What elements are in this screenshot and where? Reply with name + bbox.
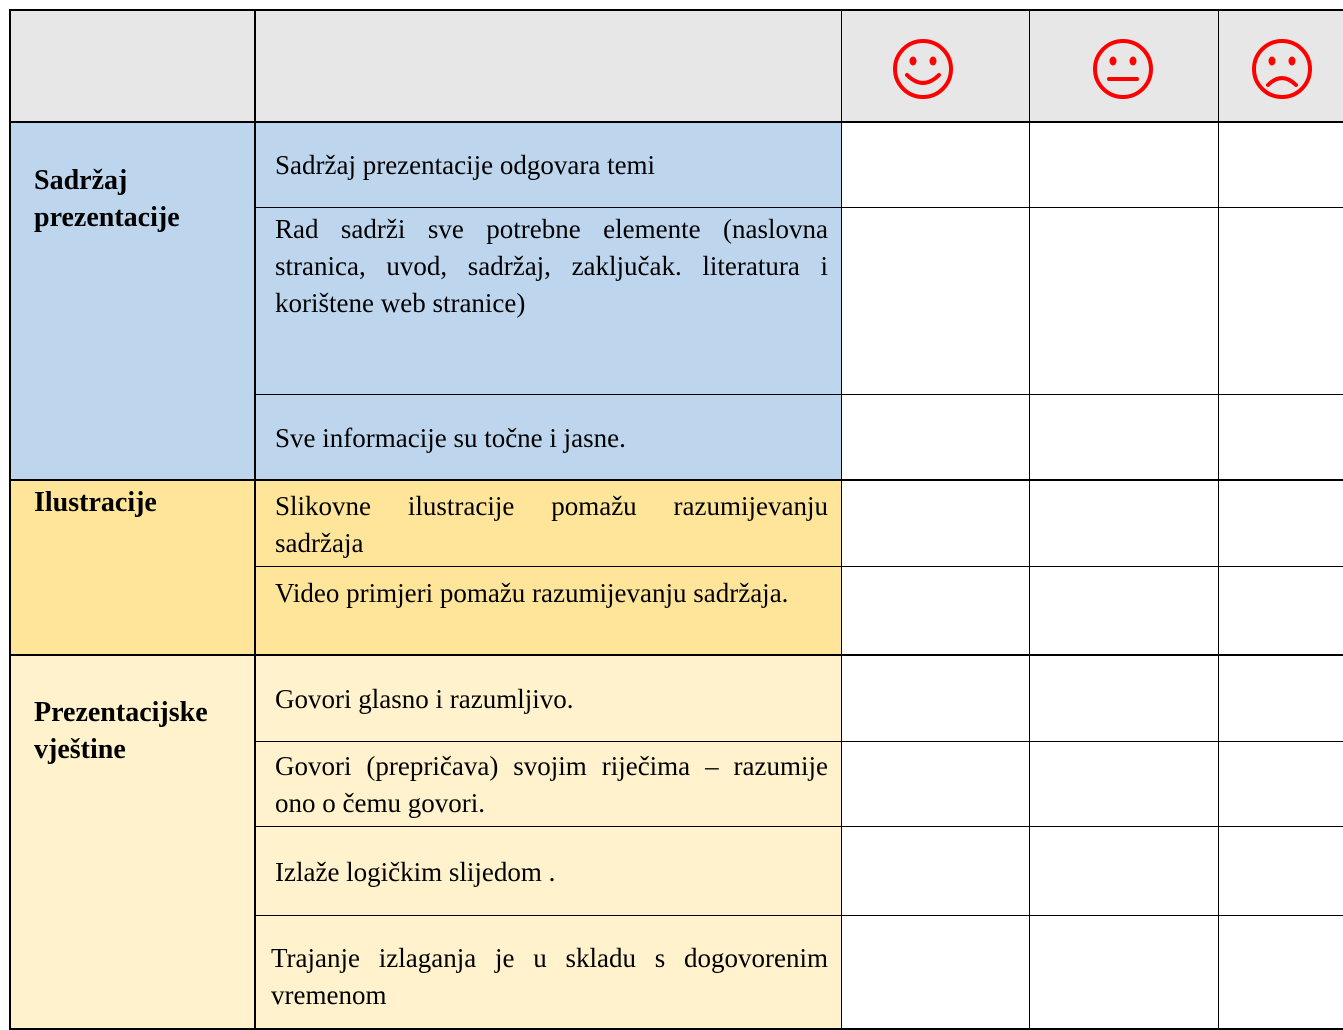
criterion-cell bbox=[255, 655, 842, 741]
criterion-cell bbox=[255, 480, 842, 566]
criterion-text: Slikovne ilustracije pomažu razumijevanju sadržaja bbox=[275, 491, 828, 558]
category-label: Prezentacijske vještine bbox=[34, 697, 208, 765]
criterion-cell bbox=[255, 915, 842, 1030]
criterion-text: Sve informacije su točne i jasne. bbox=[275, 423, 626, 453]
grid-line bbox=[255, 915, 1343, 916]
criterion-cell bbox=[255, 566, 842, 655]
grid-line bbox=[1029, 10, 1030, 1030]
criterion-cell bbox=[255, 827, 842, 915]
criterion-text: Sadržaj prezentacije odgovara temi bbox=[275, 150, 656, 180]
criterion-text: Govori (prepričava) svojim riječima – razumije ono o čemu govori. bbox=[275, 751, 828, 818]
grid-line bbox=[1218, 10, 1219, 1030]
criterion-text: Video primjeri pomažu razumijevanju sadržaja. bbox=[275, 578, 789, 608]
category-label: Ilustracije bbox=[34, 487, 157, 518]
grid-line bbox=[255, 826, 1343, 827]
grid-line bbox=[254, 10, 256, 1030]
rating-cell-happy[interactable] bbox=[842, 122, 1030, 1030]
rating-cell-sad[interactable] bbox=[1219, 122, 1343, 1030]
category-label: Sadržaj prezentacije bbox=[34, 165, 180, 233]
grid-line bbox=[255, 394, 1343, 395]
smiley-happy-icon bbox=[891, 37, 955, 101]
criterion-text: Izlaže logičkim slijedom . bbox=[275, 857, 556, 887]
smiley-neutral-icon bbox=[1091, 37, 1155, 101]
category-cell-skills bbox=[10, 655, 255, 1030]
grid-line bbox=[9, 9, 1343, 11]
grid-line bbox=[255, 207, 1343, 208]
criterion-text: Govori glasno i razumljivo. bbox=[275, 684, 574, 714]
grid-line bbox=[9, 10, 11, 1030]
grid-line bbox=[255, 741, 1343, 742]
criterion-cell bbox=[255, 208, 842, 394]
grid-line bbox=[9, 479, 1343, 481]
grid-line bbox=[255, 566, 1343, 567]
criterion-text: Rad sadrži sve potrebne elemente (naslovna stranica, uvod, sadržaj, zaključak. literatura i korištene web stranice) bbox=[275, 214, 828, 318]
grid-line bbox=[841, 10, 842, 1030]
category-cell-illustrations bbox=[10, 480, 255, 655]
criterion-text: Trajanje izlaganja je u skladu s dogovorenim vremenom bbox=[271, 943, 828, 1010]
category-cell-content bbox=[10, 122, 255, 480]
smiley-sad-icon bbox=[1250, 37, 1314, 101]
grid-line bbox=[9, 121, 1343, 123]
criterion-cell bbox=[255, 741, 842, 827]
criterion-cell bbox=[255, 122, 842, 208]
rating-cell-neutral[interactable] bbox=[1030, 122, 1219, 1030]
grid-line bbox=[9, 654, 1343, 656]
criterion-cell bbox=[255, 394, 842, 480]
